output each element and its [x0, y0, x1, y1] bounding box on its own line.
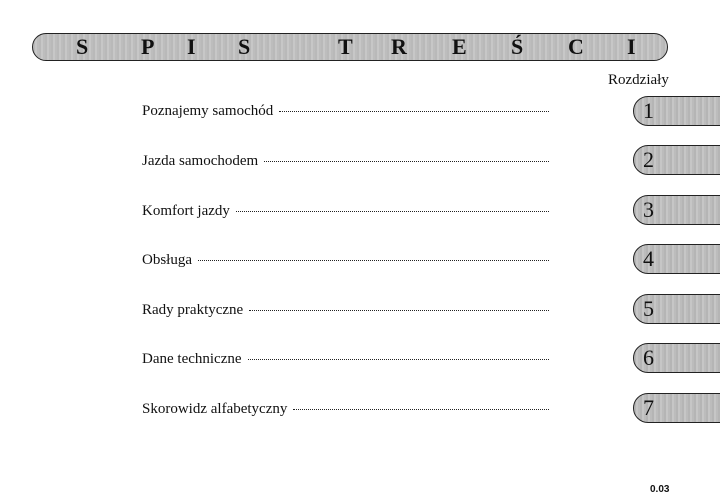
chapter-tab-7[interactable] [633, 393, 720, 423]
chapter-tab-4[interactable] [633, 244, 720, 274]
chapters-heading: Rozdziały [608, 72, 669, 88]
title-letter: I [627, 34, 636, 59]
chapter-number: 7 [643, 395, 654, 420]
title-letter: P [141, 34, 155, 59]
toc-label[interactable]: Komfort jazdy [142, 203, 230, 219]
toc-label[interactable]: Dane techniczne [142, 351, 242, 367]
toc-label[interactable]: Jazda samochodem [142, 153, 259, 169]
title-letter: Ś [511, 34, 524, 59]
chapter-number: 3 [643, 197, 654, 222]
toc-leader-dots [279, 111, 549, 112]
title-letter: S [238, 34, 251, 59]
chapter-number: 2 [643, 147, 654, 172]
toc-row[interactable] [142, 351, 549, 371]
toc-row[interactable] [142, 203, 549, 223]
chapter-tab-5[interactable] [633, 294, 720, 324]
toc-label[interactable]: Rady praktyczne [142, 302, 244, 318]
title-letter: I [187, 34, 196, 59]
chapter-number: 1 [643, 98, 654, 123]
title-letter: C [568, 34, 584, 59]
toc-row[interactable] [142, 302, 549, 322]
toc-label[interactable]: Skorowidz alfabetyczny [142, 401, 288, 417]
chapter-number: 6 [643, 345, 654, 370]
title-letter: T [338, 34, 353, 59]
chapter-tab-3[interactable] [633, 195, 720, 225]
chapter-tab-6[interactable] [633, 343, 720, 373]
toc-row[interactable] [142, 252, 549, 272]
toc-label[interactable]: Poznajemy samochód [142, 103, 274, 119]
toc-leader-dots [248, 359, 549, 360]
chapter-tab-2[interactable] [633, 145, 720, 175]
toc-row[interactable] [142, 153, 549, 173]
title-letter: S [76, 34, 89, 59]
toc-leader-dots [249, 310, 549, 311]
toc-leader-dots [198, 260, 549, 261]
title-banner [32, 33, 668, 61]
title-letter: R [391, 34, 407, 59]
toc-leader-dots [264, 161, 549, 162]
toc-row[interactable] [142, 401, 549, 421]
toc-label[interactable]: Obsługa [142, 252, 192, 268]
title-letter: E [452, 34, 467, 59]
toc-leader-dots [236, 211, 549, 212]
toc-leader-dots [293, 409, 549, 410]
page-number: 0.03 [650, 484, 670, 495]
toc-row[interactable] [142, 103, 549, 123]
chapter-tab-1[interactable] [633, 96, 720, 126]
chapter-number: 5 [643, 296, 654, 321]
chapter-number: 4 [643, 246, 654, 271]
